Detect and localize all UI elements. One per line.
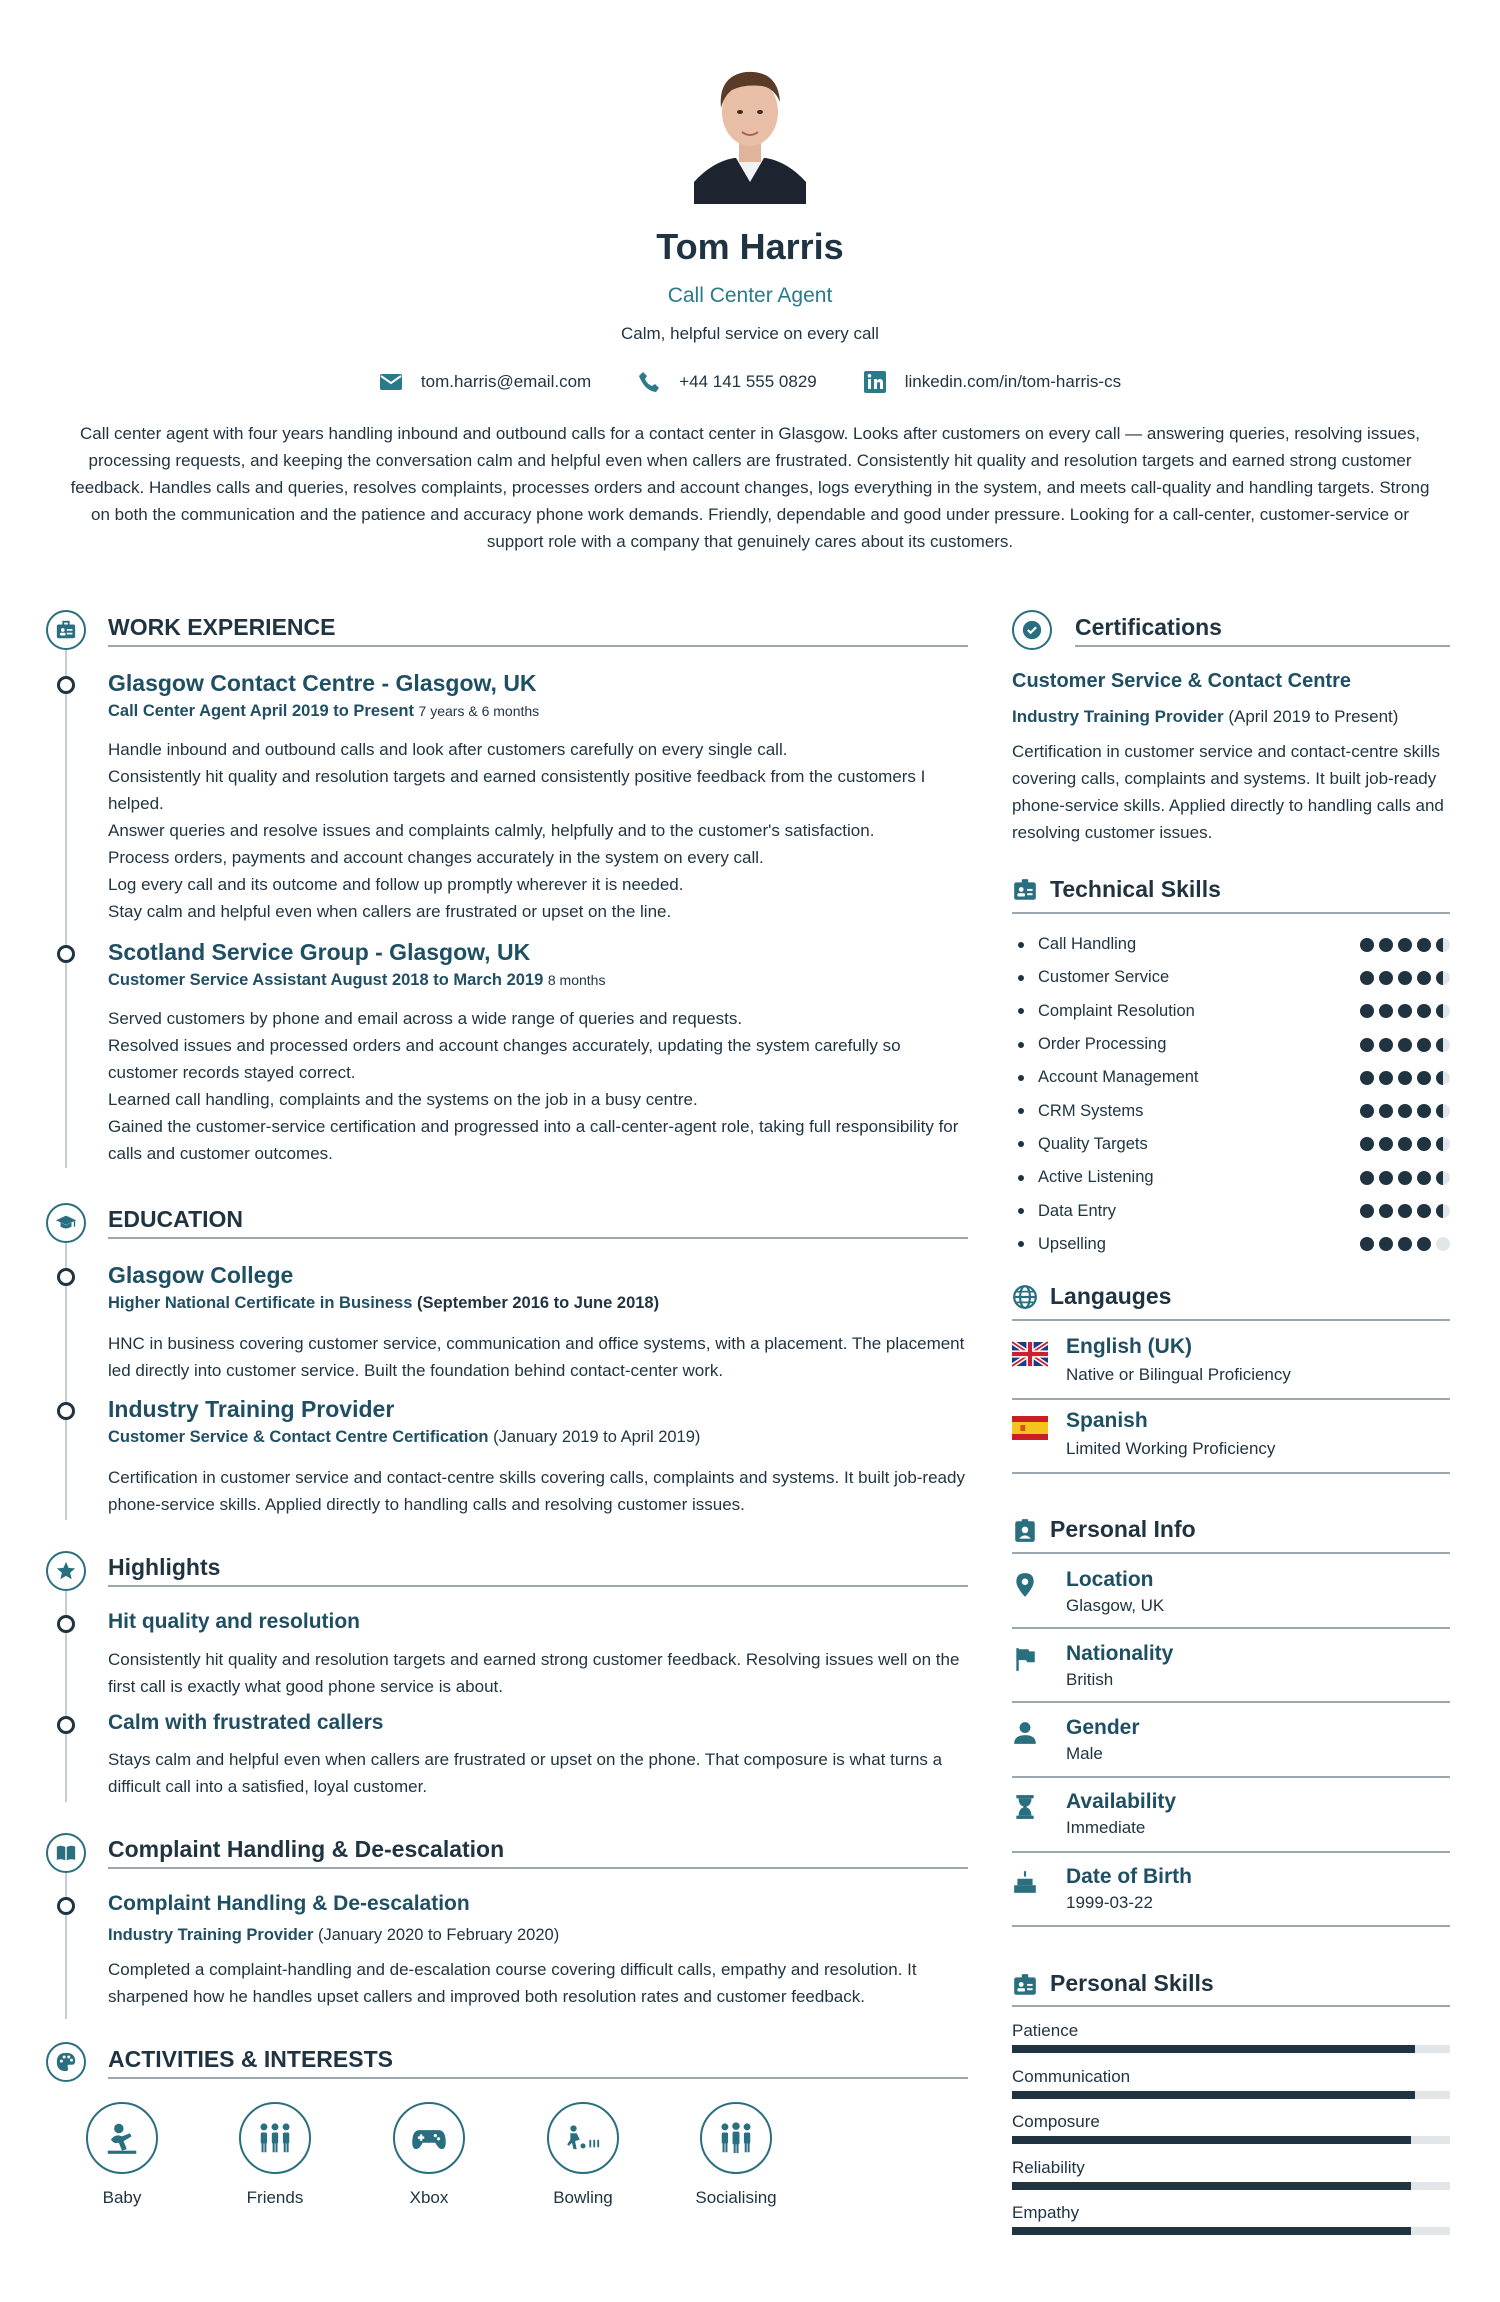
course-divider — [108, 1867, 968, 1869]
skill-row — [1012, 1061, 1450, 1094]
language-separator — [1012, 1398, 1450, 1400]
personal-skill — [1012, 2158, 1450, 2190]
rating-dot — [1398, 1038, 1412, 1052]
contact-email[interactable] — [379, 370, 591, 394]
info-value: Male — [1066, 1744, 1103, 1763]
personal-skill-bar — [1012, 2227, 1450, 2235]
personal-skills-divider — [1012, 2005, 1450, 2007]
certifications-section-badge — [1012, 610, 1052, 650]
tagline: Calm, helpful service on every call — [621, 324, 879, 343]
rating-dot — [1360, 1038, 1374, 1052]
activity-xbox — [354, 2102, 504, 2208]
activities-section-badge — [46, 2042, 86, 2082]
language-name: Spanish — [1066, 1409, 1148, 1432]
rating-dot — [1417, 1004, 1431, 1018]
rating-dot — [1436, 938, 1450, 952]
job-bullet: Stay calm and helpful even when callers are frustrated or upset on the line. — [108, 902, 672, 921]
activity-label: Bowling — [553, 2188, 613, 2207]
education-section-badge — [46, 1203, 86, 1243]
certifications-divider — [1075, 645, 1450, 647]
activities-divider — [108, 2077, 968, 2079]
rating-dot — [1360, 1004, 1374, 1018]
rating-dot — [1379, 1137, 1393, 1151]
job-bullet: Learned call handling, complaints and the systems on the job in a busy centre. — [108, 1090, 698, 1109]
job-bullet: Gained the customer-service certification and progressed into a call-center-agent role, taking full responsibility for calls and customer outcomes. — [108, 1117, 959, 1163]
rating-dot — [1398, 938, 1412, 952]
rating-dot — [1398, 1171, 1412, 1185]
job-title: Call Center Agent — [667, 284, 833, 307]
rating-dot — [1379, 1004, 1393, 1018]
skill-rating — [1360, 1071, 1450, 1085]
open-book-icon — [55, 1842, 77, 1864]
job-description — [108, 1005, 968, 1167]
technical-skills-list — [1012, 928, 1450, 1261]
timeline-dot — [57, 1268, 75, 1286]
rating-dot — [1360, 1104, 1374, 1118]
course-heading: Complaint Handling & De-escalation — [108, 1836, 505, 1862]
person-icon — [1012, 1720, 1038, 1746]
rating-dot — [1379, 971, 1393, 985]
skill-row — [1012, 1028, 1450, 1061]
linkedin-text[interactable]: linkedin.com/in/tom-harris-cs — [904, 372, 1122, 391]
hourglass-icon — [1012, 1794, 1038, 1820]
rating-dot — [1379, 1204, 1393, 1218]
certification-description: Certification in customer service and contact-centre skills covering calls, complaints and systems. It built job-ready phone-service skills. Applied directly to handling calls and resolving customer issues. — [1012, 742, 1444, 842]
profile-summary: Call center agent with four years handling inbound and outbound calls for a contact center in Glasgow. Looks after customers on every call — answering queries, resolving issues, processing requests, and keeping the conversation calm and helpful even when callers are frustrated. Consistently hit quality and resolution targets and earned strong customer feedback. Handles calls and queries, resolves complaints, processes orders and account changes, logs everything in the system, and meets call-quality and handling targets. Strong on both the communication and the patience and accuracy phone work demands. Friendly, dependable and good under pressure. Looking for a call-center, customer-service or support role with a company that genuinely cares about its customers. — [70, 424, 1430, 551]
highlights-heading: Highlights — [108, 1554, 221, 1580]
rating-dot — [1398, 1104, 1412, 1118]
job-bullet: Handle inbound and outbound calls and look after customers carefully on every single call. — [108, 740, 788, 759]
course-provider-line — [108, 1926, 559, 1945]
activity-friends — [200, 2102, 350, 2208]
education-description: HNC in business covering customer service, communication and office systems, with a placement. The placement led directly into customer service. Built the foundation behind contact-center work. — [108, 1334, 965, 1380]
phone-icon — [637, 370, 661, 394]
job-bullet: Log every call and its outcome and follow up promptly wherever it is needed. — [108, 875, 684, 894]
rating-dot — [1436, 1237, 1450, 1251]
info-separator — [1012, 1627, 1450, 1629]
degree-dates: (January 2019 to April 2019) — [493, 1428, 701, 1446]
info-value: 1999-03-22 — [1066, 1893, 1153, 1912]
education-heading: EDUCATION — [108, 1206, 244, 1232]
personal-skill-name: Patience — [1012, 2021, 1079, 2040]
candidate-name: Tom Harris — [656, 226, 844, 267]
technical-skills-heading: Technical Skills — [1050, 876, 1221, 902]
rating-dot — [1398, 971, 1412, 985]
skill-row — [1012, 1128, 1450, 1161]
timeline-dot — [57, 676, 75, 694]
rating-dot — [1436, 1204, 1450, 1218]
skill-row — [1012, 1161, 1450, 1194]
graduation-cap-icon — [55, 1212, 77, 1234]
contact-card-icon — [1012, 1518, 1038, 1544]
school-name: Glasgow College — [108, 1262, 294, 1288]
skill-rating — [1360, 1004, 1450, 1018]
rating-dot — [1379, 1104, 1393, 1118]
phone-text[interactable]: +44 141 555 0829 — [679, 372, 817, 391]
degree-name: Higher National Certificate in Business — [108, 1294, 413, 1312]
personal-skill-name: Composure — [1012, 2112, 1100, 2131]
spain-flag — [1012, 1415, 1048, 1441]
activities-heading: ACTIVITIES & INTERESTS — [108, 2046, 393, 2072]
personal-skill-name: Reliability — [1012, 2158, 1085, 2177]
personal-skills-heading: Personal Skills — [1050, 1970, 1214, 1996]
personal-skill-name: Communication — [1012, 2067, 1131, 2086]
job-role-line — [108, 702, 539, 721]
education-description: Certification in customer service and contact-centre skills covering calls, complaints and systems. It built job-ready phone-service skills. Applied directly to handling calls and resolving customer issues. — [108, 1468, 965, 1514]
skill-row — [1012, 1194, 1450, 1227]
location-pin-icon — [1012, 1572, 1038, 1598]
personal-skill-fill — [1012, 2045, 1415, 2053]
work-heading: WORK EXPERIENCE — [108, 614, 336, 640]
languages-divider — [1012, 1319, 1450, 1321]
skill-name: Active Listening — [1038, 1168, 1154, 1187]
personal-skill-bar — [1012, 2136, 1450, 2144]
certification-title: Customer Service & Contact Centre — [1012, 670, 1351, 692]
rating-dot — [1360, 971, 1374, 985]
rating-dot — [1379, 1237, 1393, 1251]
contact-bar — [0, 370, 1500, 394]
course-description: Completed a complaint-handling and de-escalation course covering difficult calls, empathy and resolution. It sharpened how he handles upset callers and improved both resolution rates and customer feedback. — [108, 1960, 917, 2006]
rating-dot — [1379, 1038, 1393, 1052]
rating-dot — [1417, 1171, 1431, 1185]
personal-skill — [1012, 2203, 1450, 2235]
language-name: English (UK) — [1066, 1335, 1192, 1358]
rating-dot — [1417, 1038, 1431, 1052]
skill-name: Quality Targets — [1038, 1134, 1148, 1153]
info-separator — [1012, 1701, 1450, 1703]
highlights-divider — [108, 1585, 968, 1587]
highlight-text: Stays calm and helpful even when callers are frustrated or upset on the phone. That composure is what turns a difficult call into a satisfied, loyal customer. — [108, 1750, 943, 1796]
personal-skill-bar — [1012, 2045, 1450, 2053]
timeline-dot — [57, 1897, 75, 1915]
skill-name: Customer Service — [1038, 968, 1170, 987]
job-employer: Glasgow Contact Centre - Glasgow, UK — [108, 670, 537, 696]
skill-rating — [1360, 971, 1450, 985]
personal-skill — [1012, 2112, 1450, 2144]
rating-dot — [1360, 1137, 1374, 1151]
school-name: Industry Training Provider — [108, 1396, 395, 1422]
info-label: Gender — [1066, 1716, 1140, 1739]
highlight-text: Consistently hit quality and resolution targets and earned strong customer feedback. Resolving issues well on the first call is exactly what good phone service is about. — [108, 1650, 960, 1696]
star-badge-icon — [55, 1560, 77, 1582]
degree-name: Customer Service & Contact Centre Certification — [108, 1428, 489, 1446]
rating-dot — [1436, 1071, 1450, 1085]
info-label: Availability — [1066, 1790, 1177, 1813]
technical-skills-divider — [1012, 912, 1450, 914]
rating-dot — [1360, 1237, 1374, 1251]
rating-dot — [1436, 1137, 1450, 1151]
activity-label: Socialising — [695, 2188, 777, 2207]
rating-dot — [1379, 1071, 1393, 1085]
rating-dot — [1436, 971, 1450, 985]
job-bullet: Resolved issues and processed orders and account changes accurately, updating the system carefully so customer records stayed correct. — [108, 1036, 901, 1082]
job-bullet: Served customers by phone and email across a wide range of queries and requests. — [108, 1009, 743, 1028]
skill-row — [1012, 1228, 1450, 1261]
personal-info-heading: Personal Info — [1050, 1516, 1196, 1542]
profile-photo — [694, 50, 806, 204]
skill-name: Data Entry — [1038, 1201, 1116, 1220]
language-level: Limited Working Proficiency — [1066, 1439, 1276, 1458]
cake-icon — [1012, 1869, 1038, 1895]
rating-dot — [1436, 1038, 1450, 1052]
personal-skill-fill — [1012, 2227, 1411, 2235]
work-divider — [108, 645, 968, 647]
baby-icon — [103, 2119, 141, 2157]
timeline-dot — [57, 1716, 75, 1734]
linkedin-icon — [863, 370, 887, 394]
rating-dot — [1360, 1204, 1374, 1218]
course-timeline-line — [65, 1873, 67, 2019]
info-separator — [1012, 1925, 1450, 1927]
skill-row — [1012, 961, 1450, 994]
job-duration: 7 years & 6 months — [418, 703, 540, 719]
personal-skill-fill — [1012, 2091, 1415, 2099]
info-separator — [1012, 1776, 1450, 1778]
certificate-seal-icon — [1021, 619, 1043, 641]
palette-icon — [55, 2051, 77, 2073]
rating-dot — [1398, 1004, 1412, 1018]
activity-label: Baby — [102, 2188, 142, 2207]
friends-icon — [256, 2119, 294, 2157]
globe-icon — [1012, 1284, 1038, 1310]
info-value: Immediate — [1066, 1818, 1146, 1837]
skill-name: CRM Systems — [1038, 1101, 1144, 1120]
certification-dates: (April 2019 to Present) — [1228, 707, 1399, 726]
id-card-icon — [1012, 877, 1038, 903]
course-title: Complaint Handling & De-escalation — [108, 1892, 470, 1915]
personal-skill-fill — [1012, 2182, 1411, 2190]
personal-skill-bar — [1012, 2182, 1450, 2190]
course-dates: (January 2020 to February 2020) — [317, 1926, 560, 1944]
skill-name: Upselling — [1038, 1234, 1106, 1253]
personal-skill-bar — [1012, 2091, 1450, 2099]
uk-flag — [1012, 1341, 1048, 1367]
briefcase-id-icon — [55, 619, 77, 641]
info-label: Location — [1066, 1568, 1154, 1591]
id-card-icon — [1012, 1972, 1038, 1998]
rating-dot — [1436, 1171, 1450, 1185]
rating-dot — [1398, 1204, 1412, 1218]
degree-dates: (September 2016 to June 2018) — [417, 1294, 660, 1312]
timeline-dot — [57, 945, 75, 963]
highlight-title: Calm with frustrated callers — [108, 1711, 384, 1734]
activity-socialising — [661, 2102, 811, 2208]
info-label: Date of Birth — [1066, 1865, 1192, 1888]
education-divider — [108, 1237, 968, 1239]
job-description — [108, 736, 968, 925]
skill-rating — [1360, 1204, 1450, 1218]
job-bullet: Consistently hit quality and resolution targets and earned consistently positive feedback from the customers I helped. — [108, 767, 926, 813]
rating-dot — [1360, 1171, 1374, 1185]
rating-dot — [1398, 1137, 1412, 1151]
rating-dot — [1436, 1104, 1450, 1118]
personal-skill — [1012, 2021, 1450, 2053]
rating-dot — [1417, 938, 1431, 952]
rating-dot — [1417, 971, 1431, 985]
timeline-dot — [57, 1402, 75, 1420]
rating-dot — [1360, 1071, 1374, 1085]
flag-icon — [1012, 1646, 1038, 1672]
info-separator — [1012, 1851, 1450, 1853]
job-role-line — [108, 971, 605, 990]
language-separator — [1012, 1472, 1450, 1474]
personal-skill-name: Empathy — [1012, 2203, 1080, 2222]
work-timeline-line — [65, 650, 67, 1168]
rating-dot — [1417, 1237, 1431, 1251]
rating-dot — [1360, 938, 1374, 952]
certification-provider: Industry Training Provider — [1012, 707, 1224, 726]
contact-linkedin[interactable] — [863, 370, 1121, 394]
people-icon — [717, 2119, 755, 2157]
activity-bowling — [508, 2102, 658, 2208]
contact-phone[interactable] — [637, 370, 817, 394]
certifications-heading: Certifications — [1075, 614, 1222, 640]
info-label: Nationality — [1066, 1642, 1174, 1665]
email-icon — [379, 370, 403, 394]
job-bullet: Process orders, payments and account changes accurately in the system on every call. — [108, 848, 764, 867]
personal-skill — [1012, 2067, 1450, 2099]
activity-baby — [47, 2102, 197, 2208]
rating-dot — [1417, 1137, 1431, 1151]
activity-label: Xbox — [409, 2188, 449, 2207]
work-section-badge — [46, 610, 86, 650]
rating-dot — [1398, 1237, 1412, 1251]
rating-dot — [1436, 1004, 1450, 1018]
activity-label: Friends — [246, 2188, 304, 2207]
rating-dot — [1379, 938, 1393, 952]
job-bullet: Answer queries and resolve issues and complaints calmly, helpfully and to the customer's satisfaction. — [108, 821, 875, 840]
skill-name: Call Handling — [1038, 935, 1137, 954]
degree-line — [108, 1294, 659, 1313]
rating-dot — [1379, 1171, 1393, 1185]
job-duration: 8 months — [547, 972, 606, 988]
rating-dot — [1398, 1071, 1412, 1085]
rating-dot — [1417, 1071, 1431, 1085]
timeline-dot — [57, 1615, 75, 1633]
course-provider: Industry Training Provider — [108, 1926, 314, 1944]
email-text[interactable]: tom.harris@email.com — [420, 372, 592, 391]
rating-dot — [1417, 1204, 1431, 1218]
info-value: Glasgow, UK — [1066, 1596, 1165, 1615]
skill-rating — [1360, 1104, 1450, 1118]
skill-name: Account Management — [1038, 1068, 1199, 1087]
certification-provider-line — [1012, 707, 1398, 727]
highlights-section-badge — [46, 1551, 86, 1591]
skill-rating — [1360, 938, 1450, 952]
job-role: Customer Service Assistant August 2018 to March 2019 — [108, 971, 544, 989]
skill-rating — [1360, 1171, 1450, 1185]
personal-info-divider — [1012, 1552, 1450, 1554]
gamepad-icon — [410, 2119, 448, 2157]
skill-row — [1012, 928, 1450, 961]
skill-rating — [1360, 1237, 1450, 1251]
skill-row — [1012, 1094, 1450, 1127]
bowling-icon — [564, 2119, 602, 2157]
course-section-badge — [46, 1833, 86, 1873]
skill-name: Complaint Resolution — [1038, 1001, 1195, 1020]
language-level: Native or Bilingual Proficiency — [1066, 1365, 1291, 1384]
skill-row — [1012, 995, 1450, 1028]
info-value: British — [1066, 1670, 1114, 1689]
job-employer: Scotland Service Group - Glasgow, UK — [108, 939, 531, 965]
skill-rating — [1360, 1038, 1450, 1052]
rating-dot — [1417, 1104, 1431, 1118]
personal-skill-fill — [1012, 2136, 1411, 2144]
highlight-title: Hit quality and resolution — [108, 1610, 361, 1633]
skill-name: Order Processing — [1038, 1035, 1167, 1054]
job-role: Call Center Agent April 2019 to Present — [108, 702, 414, 720]
degree-line — [108, 1428, 700, 1447]
skill-rating — [1360, 1137, 1450, 1151]
languages-heading: Langauges — [1050, 1283, 1172, 1309]
